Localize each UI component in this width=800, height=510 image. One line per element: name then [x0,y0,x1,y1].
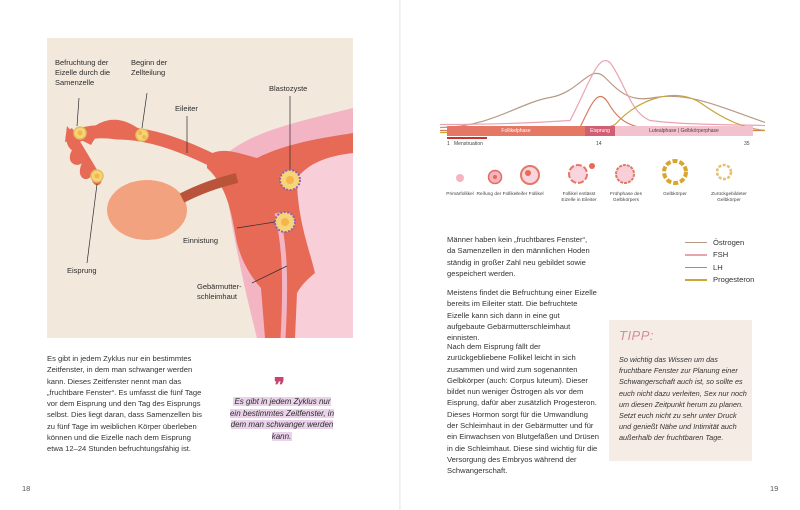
label-implantation: Einnistung [183,236,219,245]
page-gutter [399,0,401,510]
follicle-early-corpus: Frühphase des Gelbkörpers [610,192,642,203]
legend-label: Östrogen [713,237,745,247]
tip-text: So wichtig das Wissen um das fruchtbare Fenster zur Planung einer Schwangerschaft auch ist, so sollte es euch nicht dazu verleiten, Sex nur noch um diesen Zeitpunkt herum zu planen. Setzt euch nicht zu sehr unter Druck und genießt Nähe und Intimität auch außerhalb der fruchtbaren Tage. [619,355,747,443]
right-paragraph-3: Nach dem Eisprung fällt der zurückgebliebene Follikel leicht in sich zusammen und wird zum sogenannten Gelbkörper (auch: Corpus luteum). Dieser bildet nun weniger Östrogen als vor dem Eisprung, dafür aber zusätzlich Progesteron. Dieses Hormon sorgt für die Umwandlung der Schleimhaut in der Gebärmutter und für ein Einwachsen von Blutgefäßen und Drüsen in die Schleimhaut. Diese sind wichtig für die Versorgung des Embryos während der Schwangerschaft. [447,342,599,476]
legend-item-progesterone [685,274,754,287]
hormone-legend [685,236,754,286]
menstruation-bar [447,137,487,139]
label-blastocyst: Blastozyste [269,84,308,93]
right-paragraph-2: Meistens findet die Befruchtung einer Eizelle bereits im Eileiter statt. Die befruchtete Eizelle kann sich dann in eine gut aufgebaute Gebärmutterschleimhaut einnisten. [447,288,597,343]
follicle-regressed: Zurückgebildeter Gelbkörper [711,192,747,203]
label-oviduct: Eileiter [175,104,198,113]
follicle-primary: Primärfollikel [446,192,474,197]
phase-luteal: Lutealphase | Gelbkörperphase [615,126,753,136]
label-endometrium: Gebärmutter-schleimhaut [197,282,242,301]
page-number-right: 19 [770,484,779,493]
follicle-mature: reifer Follikel [516,192,544,197]
label-ovulation: Eisprung [67,266,97,275]
left-body-text: Es gibt in jedem Zyklus nur ein bestimmtes Zeitfenster, in dem man schwanger werden kann. Dieses Zeitfenster nennt man das „fruchtbare Fenster“. Es umfasst die fünf Tage vor dem Eisprung und den Tag des Eisprungs selbst. Dies liegt daran, dass Samenzellen bis zu fünf Tage im weiblichen Körper überleben können und die Eizelle nach dem Eisprung etwa 12–24 Stunden befruchtungsfähig ist. [47,354,202,454]
tick-day-35: 35 [744,141,750,147]
page-number-left: 18 [22,484,31,493]
pull-quote [228,396,336,442]
legend-label: FSH [713,250,729,260]
legend-swatch [685,267,707,269]
legend-swatch [685,254,707,256]
tick-day-14: 14 [596,141,602,147]
phase-ovulation: Eisprung [585,126,615,136]
legend-swatch [685,242,707,244]
label-fertilization: Befruchtung der Eizelle durch die Samenzelle [55,58,111,87]
quote-mark-icon: ❞ [274,375,285,397]
pull-quote-text: Es gibt in jedem Zyklus nur ein bestimmtes Zeitfenster, in dem man schwanger werden kann. [229,397,335,441]
follicle-stages-svg [440,158,765,192]
tip-box [609,320,752,461]
right-paragraph-1: Männer haben kein „fruchtbares Fenster“, da Samenzellen in den männlichen Hoden ständig in großer Zahl neu gebildet sowie gespeichert werden. [447,235,590,278]
legend-item-estrogen [685,236,754,249]
follicle-maturing: Reifung der Follikel [476,192,518,197]
follicle-corpus-luteum: Gelbkörper [663,192,687,197]
hormone-curves [440,30,765,155]
tick-menstruation: Menstruation [454,141,483,147]
legend-label: LH [713,262,723,272]
tip-title: TIPP: [619,328,655,343]
legend-swatch [685,279,707,281]
legend-item-lh [685,261,754,274]
legend-label: Progesteron [713,275,755,285]
tick-day-1: 1 [447,141,450,147]
label-cell-division: Beginn der Zellteilung [131,58,168,77]
legend-item-fsh [685,249,754,262]
reproductive-illustration [47,38,353,338]
follicle-release: Follikel entlässt Eizelle in Eileiter [561,192,597,203]
phase-follicular: Follikelphase [447,126,585,136]
